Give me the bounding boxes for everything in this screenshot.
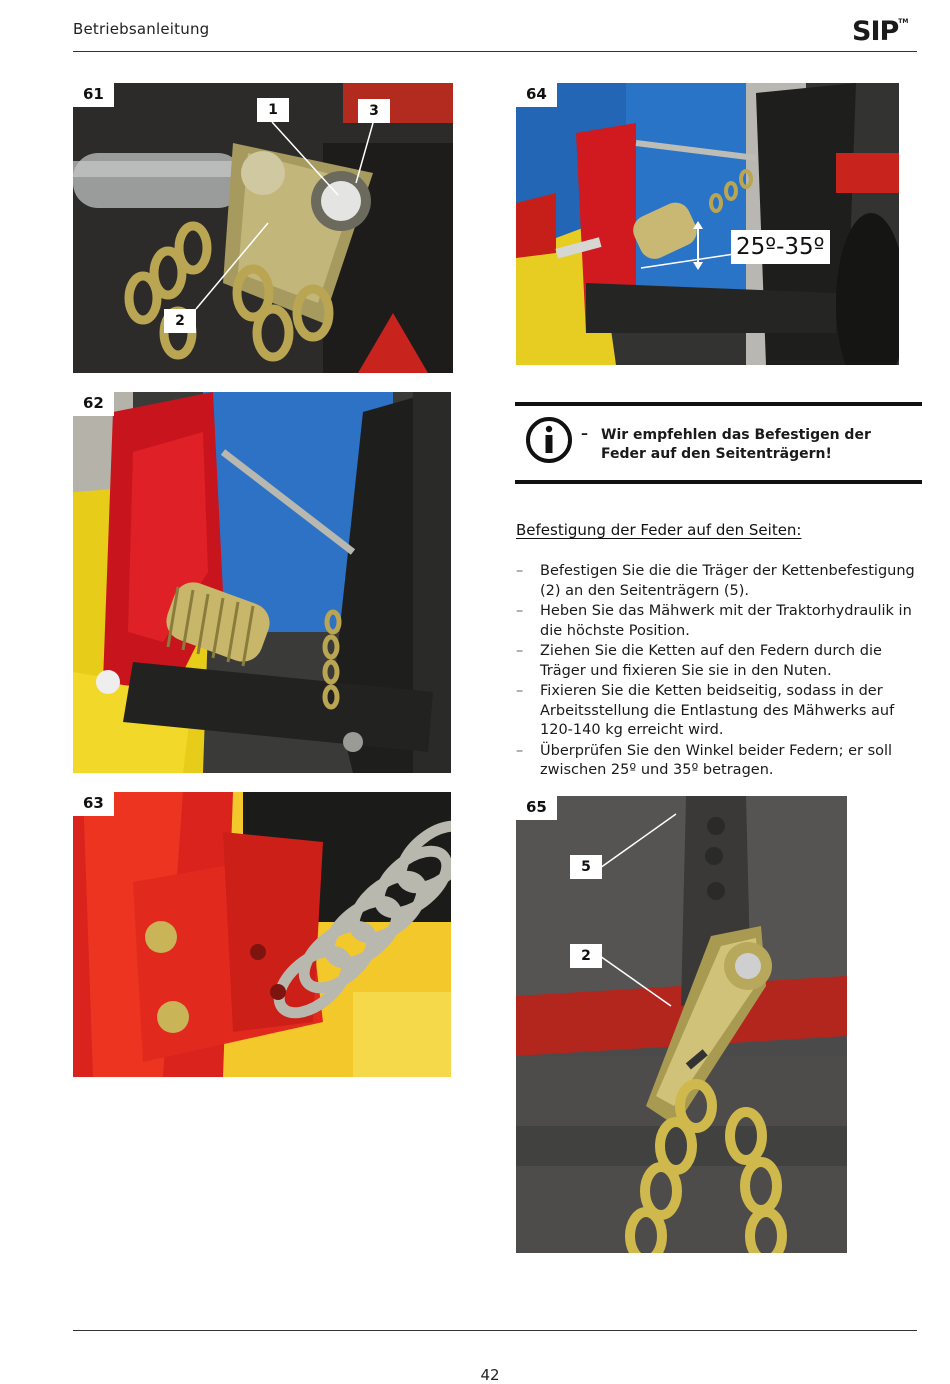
list-item bbox=[516, 602, 918, 641]
figure-64-number: 64 bbox=[516, 83, 557, 107]
figure-61-number: 61 bbox=[73, 83, 114, 107]
figure-65-callout-5: 5 bbox=[570, 855, 602, 879]
info-text: Wir empfehlen das Befestigen der Feder auf den Seitenträgern! bbox=[601, 427, 871, 462]
list-bullet: – bbox=[516, 643, 524, 659]
figure-63-photo bbox=[73, 792, 451, 1077]
info-icon bbox=[524, 415, 574, 465]
list-item-text: Heben Sie das Mähwerk mit der Traktorhydraulik in die höchste Position. bbox=[540, 603, 912, 639]
logo-trademark: TM bbox=[898, 18, 909, 25]
figure-63-number: 63 bbox=[73, 792, 114, 816]
figure-61-callout-2: 2 bbox=[164, 309, 196, 333]
figure-62-photo bbox=[73, 392, 451, 773]
figure-62-number: 62 bbox=[73, 392, 114, 416]
list-bullet: – bbox=[516, 603, 524, 619]
page-number: 42 bbox=[480, 1366, 500, 1384]
logo-text: SIP bbox=[852, 16, 899, 47]
list-item bbox=[516, 642, 918, 681]
header-title: Betriebsanleitung bbox=[73, 20, 210, 38]
figure-65-number: 65 bbox=[516, 796, 557, 820]
figure-64-photo bbox=[516, 83, 899, 365]
list-item-text: Ziehen Sie die Ketten auf den Federn durch die Träger und fixieren Sie sie in den Nuten. bbox=[540, 643, 882, 679]
sip-logo bbox=[852, 16, 908, 47]
list-item-text: Überprüfen Sie den Winkel beider Federn; er soll zwischen 25º und 35º betragen. bbox=[540, 742, 893, 778]
header-rule bbox=[73, 51, 917, 52]
list-bullet: – bbox=[516, 563, 524, 579]
figure-65-callout-2: 2 bbox=[570, 944, 602, 968]
list-item bbox=[516, 742, 918, 781]
figure-61-callout-1: 1 bbox=[257, 98, 289, 122]
section-heading: Befestigung der Feder auf den Seiten: bbox=[516, 521, 802, 539]
figure-61-callout-3: 3 bbox=[358, 99, 390, 123]
info-box bbox=[515, 402, 922, 484]
list-item bbox=[516, 682, 918, 741]
figure-65-photo bbox=[516, 796, 847, 1253]
info-dash: – bbox=[581, 426, 588, 442]
list-bullet: – bbox=[516, 742, 524, 759]
list-item-text: Fixieren Sie die Ketten beidseitig, sodass in der Arbeitsstellung die Entlastung des Mähwerks auf 120-140 kg erreicht wird. bbox=[540, 683, 895, 738]
figure-61-photo bbox=[73, 83, 453, 373]
list-item-text: Befestigen Sie die die Träger der Kettenbefestigung (2) an den Seitenträgern (5). bbox=[540, 563, 915, 599]
figure-64-angle-label: 25º-35º bbox=[731, 230, 830, 264]
footer-rule bbox=[73, 1330, 917, 1331]
list-item bbox=[516, 562, 918, 601]
instruction-list bbox=[516, 562, 918, 782]
list-bullet: – bbox=[516, 683, 524, 699]
